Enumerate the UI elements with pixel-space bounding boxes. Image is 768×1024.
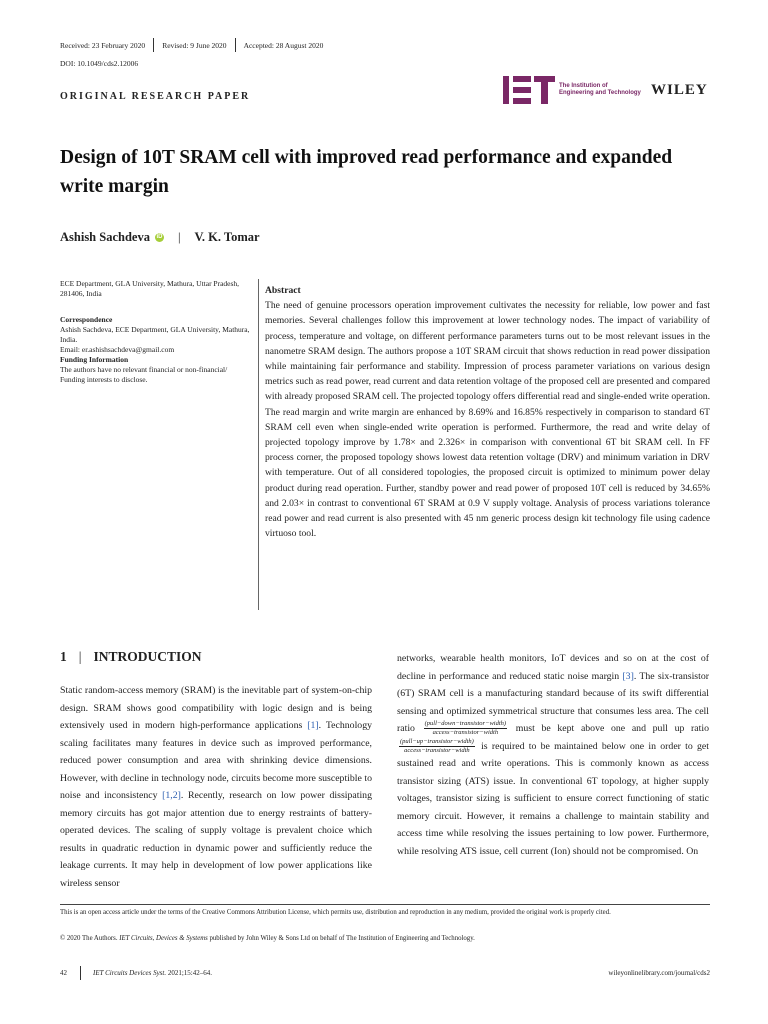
- abstract-heading: Abstract: [265, 285, 301, 296]
- iet-logo-text: The Institution of Engineering and Technology: [559, 83, 641, 96]
- body-text: . Technology scaling facilitates many features in device such as improved performance, reduced power consumption and area with shrinking device dimensions. However, with decline in technology node, circuits become more susceptible to noise and inconsistency: [60, 720, 372, 801]
- paper-title: Design of 10T SRAM cell with improved read performance and expanded write margin: [60, 147, 673, 197]
- article-dates: [60, 38, 331, 52]
- doi[interactable]: DOI: 10.1049/cds2.12006: [60, 59, 139, 68]
- authors: [60, 230, 260, 245]
- correspondence-address: Ashish Sachdeva, ECE Department, GLA University, Mathura, India.: [60, 325, 250, 344]
- divider: [60, 904, 710, 905]
- correspondence-heading: Correspondence: [60, 315, 113, 324]
- accepted-date: Accepted: 28 August 2020: [243, 40, 324, 50]
- orcid-icon[interactable]: iD: [156, 234, 163, 240]
- journal-reference: IET Circuits Devices Syst. 2021;15:42–64.: [93, 969, 212, 977]
- body-text: must be kept above one and pull up ratio: [509, 723, 709, 734]
- section-heading: [60, 649, 201, 665]
- received-date: Received: 23 February 2020: [60, 40, 146, 50]
- page-number: 42: [60, 969, 67, 977]
- funding-text: The authors have no relevant financial or non-financial/ Funding interests to disclose.: [60, 365, 228, 384]
- body-text: . The six-transistor (6T) SRAM cell is a manufacturing standard because of its swift differential sensing and optimized symmetrical structure that consumes less area. The cell ratio: [397, 670, 710, 734]
- journal-url[interactable]: wileyonlinelibrary.com/journal/cds2: [608, 969, 710, 977]
- abstract: [265, 283, 710, 541]
- author-separator: |: [177, 230, 181, 244]
- cell-ratio-fraction: $\frac{\text{(pull−down−transistor−width)}}{\text{access−transistor−width}}$: [424, 720, 507, 737]
- wiley-logo: WILEY: [651, 82, 708, 98]
- abstract-text: The need of genuine processors operation improvement cultivates the necessity for reliable, low power and fast memories. Several challenges follow this improvement at lower technology nodes. The impact of variability of process, temperature and voltage, on different performance parameters turns out to be most relevant issues in the nanometre SRAM design. The authors propose a 10T SRAM circuit that shows reduction in read power dissipation while maintaining fair performance and stability. Impression of process parameter variations on various design metrics such as read power, read current and data retention voltage of the proposed cell are presented and compared with already proposed SRAM cell. The projected topology offers differential read and single-ended write operation. The read margin and write margin are enhanced by 8.69% and 16.85% respectively in comparison to standard 6T SRAM cell even when single-ended write operation is performed. Furthermore, the read and write delay of projected topology improve by 1.78× and 2.326× in comparison with conventional 6T bit SRAM cell. In FF process corner, the proposed topology shows lowest data retention voltage (DRV) and minimum variation in DRV with temperature. Out of all considered topologies, the proposed circuit is optimized to minimum power delay product during read operation. Further, standby power and read power of proposed 10T cell is reduced by 34.65% and 2.03× in contrast to conventional 6T SRAM at 0.9 V supply voltage. Analysis of process variations tolerance read power and read current is also presented with 45 nm generic process design kit technology file using cadence virtuoso tool.: [265, 300, 710, 540]
- author-2[interactable]: V. K. Tomar: [194, 230, 260, 244]
- iet-logo-icon: [503, 76, 555, 104]
- body-text: Static random-access memory (SRAM) is the inevitable part of system-on-chip design. SRAM shows good compatibility with logic design and is being extensively used in modern high-performance applications: [60, 685, 372, 731]
- author-info-sidebar: [60, 279, 250, 385]
- body-column-left: [60, 682, 372, 892]
- body-column-right: [397, 650, 709, 860]
- pullup-ratio-fraction: $\frac{\text{(pull−up−transistor−width)}}{\text{access−transistor−width}}$: [400, 737, 474, 754]
- copyright-note: © 2020 The Authors. IET Circuits, Devices & Systems published by John Wiley & Sons Ltd on behalf of The Institution of Engineering and Technology.: [60, 935, 475, 942]
- affiliation: ECE Department, GLA University, Mathura, Uttar Pradesh, 281406, India: [60, 279, 240, 298]
- body-text: . Recently, research on low power dissipating memory circuits has got major attention due to energy restraints of battery-operated devices. The scaling of supply voltage is prevalent choice which results in quadratic reduction in dynamic power and sufficiently reduce the leakage currents. It may help in development of low power applications like wireless sensor: [60, 790, 372, 889]
- citation-link[interactable]: [1]: [307, 720, 319, 731]
- section-title: INTRODUCTION: [93, 649, 202, 664]
- body-text: is required to be maintained below one in order to get sustained read and write operations. This is commonly known as access transistor sizing (ATS) issue. In conventional 6T topology, at higher supply voltages, transistor sizing is sufficient to ensure correct functioning of static memory circuit. However, it remains a challenge to maintain stability and access time while resolving the issues pertaining to low power. Furthermore, while resolving ATS issue, cell current (Ion) should not be compromised. On: [397, 740, 709, 857]
- revised-date: Revised: 9 June 2020: [162, 40, 227, 50]
- correspondence-email[interactable]: Email: er.ashishsachdeva@gmail.com: [60, 345, 175, 354]
- body-text: networks, wearable health monitors, IoT devices and so on at the cost of decline in performance and reduced static noise margin: [397, 653, 709, 682]
- divider: [258, 279, 259, 610]
- page-footer: [60, 966, 710, 980]
- citation-link[interactable]: [3]: [622, 670, 634, 682]
- section-label: ORIGINAL RESEARCH PAPER: [60, 91, 251, 102]
- author-1[interactable]: Ashish Sachdeva: [60, 230, 150, 244]
- iet-logo: [503, 76, 649, 104]
- license-note: This is an open access article under the terms of the Creative Commons Attribution License, which permits use, distribution and reproduction in any medium, provided the original work is properly cited.: [60, 909, 611, 916]
- section-number: 1: [60, 649, 67, 664]
- citation-link[interactable]: [1,2]: [162, 790, 181, 801]
- section-separator: |: [78, 649, 82, 664]
- funding-heading: Funding Information: [60, 355, 129, 364]
- divider: [80, 966, 81, 980]
